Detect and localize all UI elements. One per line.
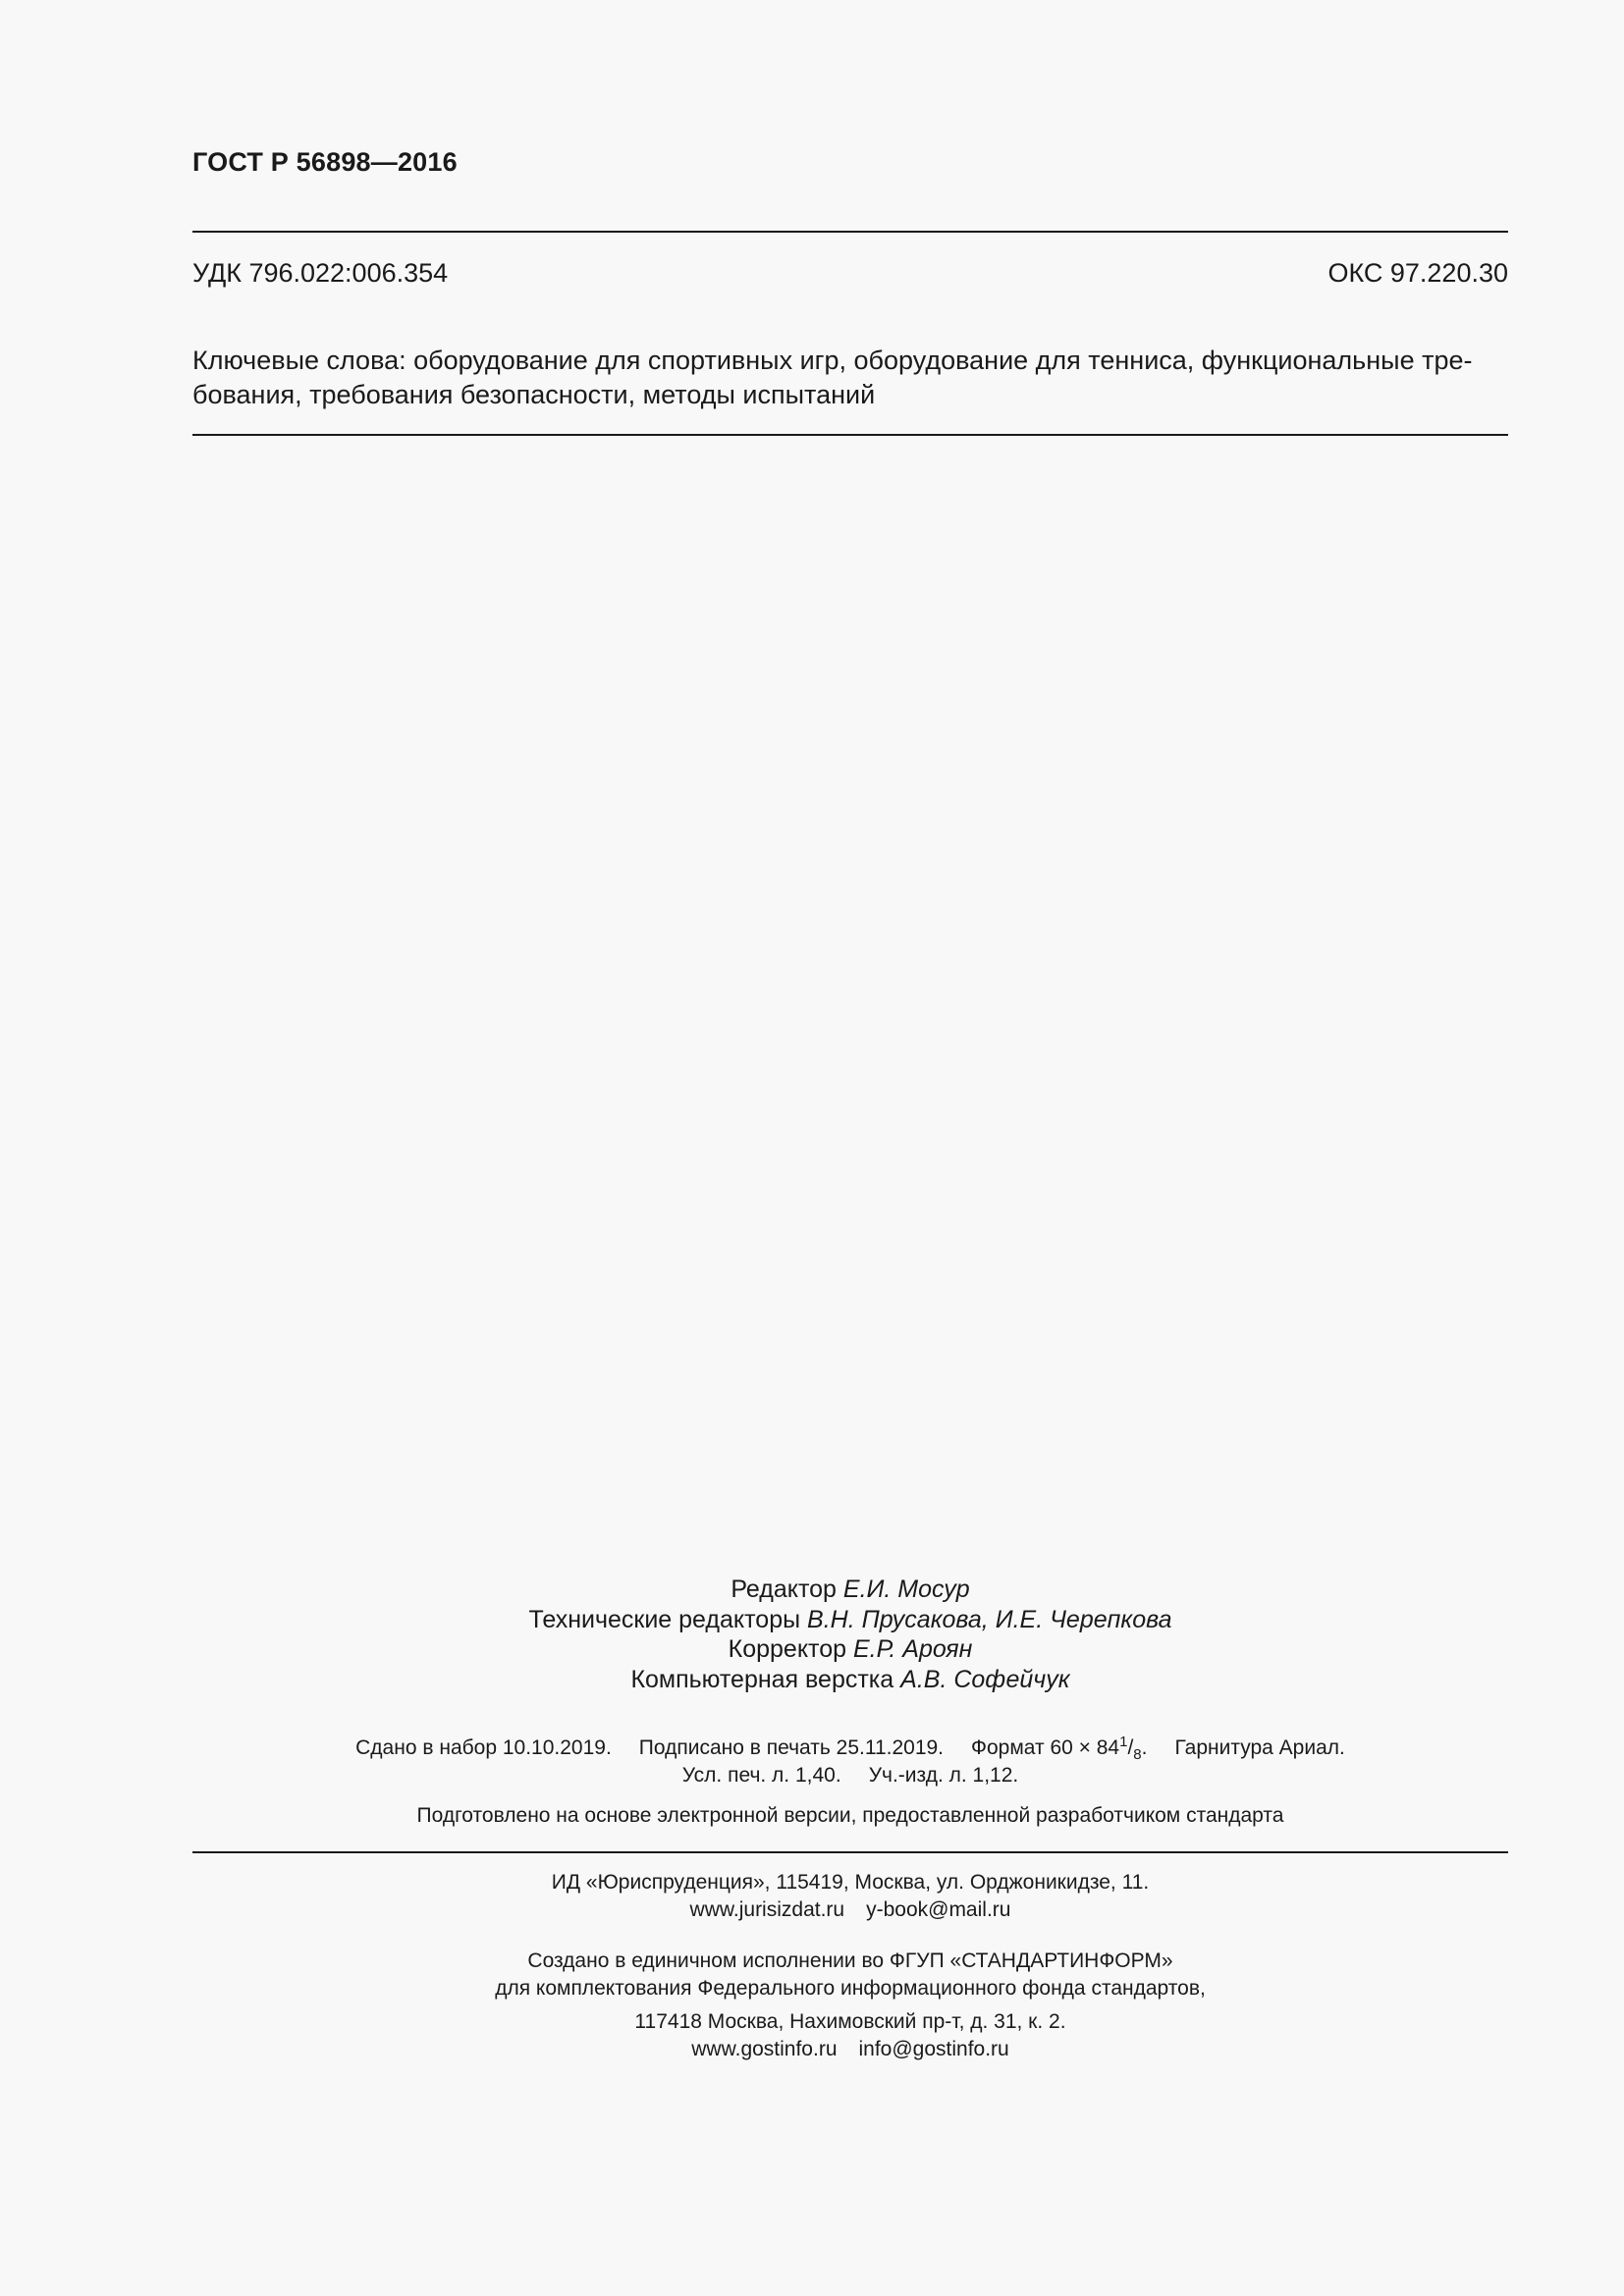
publication-sheets: Уч.-изд. л. 1,12. — [868, 1764, 1019, 1787]
print-info-line-1 — [192, 1735, 1508, 1762]
corrector-name: Е.Р. Ароян — [852, 1635, 973, 1663]
corrector-line — [192, 1634, 1508, 1665]
tech-editors-line — [192, 1605, 1508, 1635]
print-info-block — [192, 1735, 1508, 1789]
gostinfo-email-link[interactable]: info@gostinfo.ru — [858, 2038, 1009, 2060]
created-line-2: для комплектования Федерального информационного фонда стандартов, — [495, 1977, 1206, 2000]
format-info: Формат $60 \times 84^1/_8$. — [971, 1734, 1148, 1763]
keywords-divider — [192, 434, 1508, 436]
keywords-block — [192, 344, 1508, 412]
publisher-email-link[interactable]: y-book@mail.ru — [866, 1898, 1011, 1921]
print-sheets: Усл. печ. л. 1,40. — [681, 1764, 841, 1787]
gostinfo-contacts — [192, 2036, 1508, 2063]
editor-name: Е.И. Мосур — [842, 1575, 970, 1603]
keywords-line-1: Ключевые слова: оборудование для спортивных игр, оборудование для тенниса, функциональные тре- — [192, 346, 1473, 375]
gostinfo-site-link[interactable]: www.gostinfo.ru — [691, 2038, 838, 2060]
publisher-block — [192, 1869, 1508, 1924]
corrector-label: Корректор — [728, 1635, 847, 1663]
document-title: ГОСТ Р 56898—2016 — [192, 147, 458, 177]
editor-label: Редактор — [731, 1575, 837, 1603]
created-line-1: Создано в единичном исполнении во ФГУП «СТАНДАРТИНФОРМ» — [527, 1949, 1173, 1972]
publisher-divider — [192, 1851, 1508, 1853]
prepared-note: Подготовлено на основе электронной версии, предоставленной разработчиком стандарта — [416, 1804, 1284, 1827]
typeface-info: Гарнитура Ариал. — [1174, 1736, 1345, 1759]
publisher-contacts — [192, 1896, 1508, 1924]
print-info-line-2 — [192, 1762, 1508, 1789]
oks-code: ОКС 97.220.30 — [1327, 258, 1508, 288]
gostinfo-address: 117418 Москва, Нахимовский пр-т, д. 31, к. 2. — [634, 2010, 1066, 2033]
layout-name: А.В. Софейчук — [900, 1665, 1070, 1693]
tech-editors-names: В.Н. Прусакова, И.Е. Черепкова — [807, 1605, 1172, 1633]
layout-label: Компьютерная верстка — [630, 1665, 894, 1693]
credits-block — [192, 1575, 1508, 1694]
gostinfo-block — [192, 2008, 1508, 2063]
classification-row — [192, 258, 1508, 289]
editor-line — [192, 1575, 1508, 1605]
layout-line — [192, 1665, 1508, 1695]
tech-editors-label: Технические редакторы — [528, 1605, 801, 1633]
created-block — [192, 1948, 1508, 2002]
top-divider — [192, 231, 1508, 233]
keywords-line-2: бования, требования безопасности, методы испытаний — [192, 380, 876, 409]
publisher-site-link[interactable]: www.jurisizdat.ru — [689, 1898, 845, 1921]
udk-code: УДК 796.022:006.354 — [192, 258, 449, 288]
publisher-address: ИД «Юриспруденция», 115419, Москва, ул. Орджоникидзе, 11. — [551, 1871, 1150, 1894]
signed-date: Подписано в печать 25.11.2019. — [638, 1736, 945, 1759]
submitted-date: Сдано в набор 10.10.2019. — [355, 1736, 612, 1759]
